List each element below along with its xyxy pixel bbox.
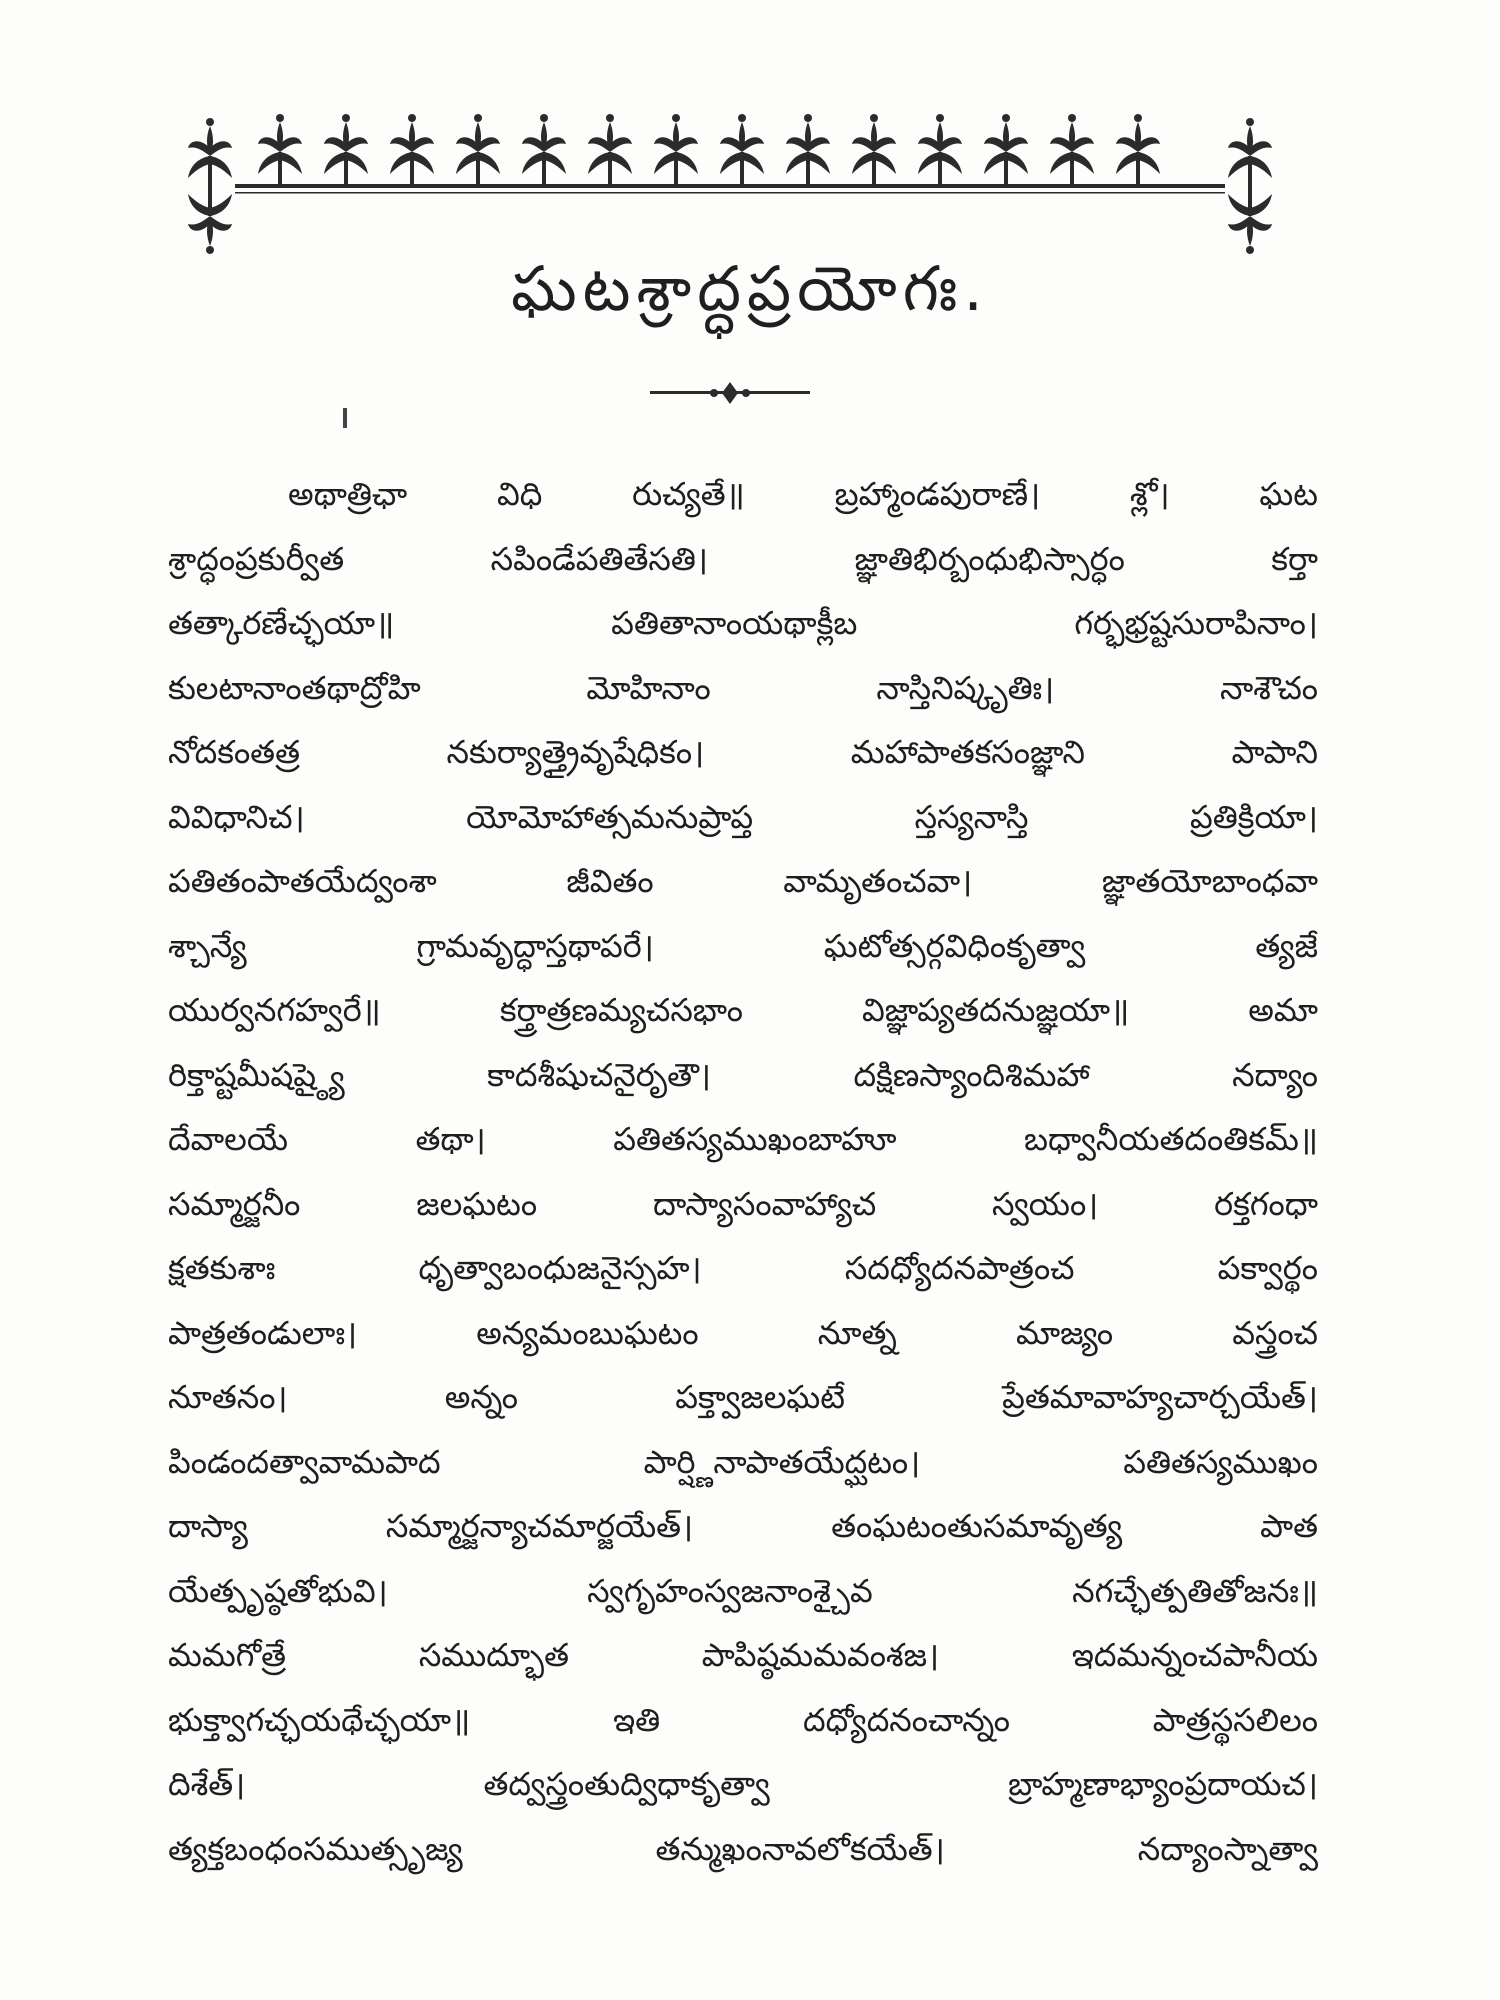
text-line: వివిధానిచ। యోమోహాత్సమనుప్రాప్త స్తస్యనాస్తి ప్రతిక్రియా।	[168, 797, 1318, 836]
text-line: దాస్యా సమ్మార్జన్యాచమార్జయేత్। తంఘటంతుసమావృత్య పాత	[168, 1507, 1318, 1545]
text-line: పాత్రతండులాః। అన్యమంబుఘటం నూత్న మాజ్యం వస్త్రంచ	[168, 1313, 1318, 1352]
text-line: రిక్తాష్టమీషష్ఠ్యై కాదశీషుచనైరృతౌ। దక్షిణస్యాందిశిమహా నద్యాం	[168, 1055, 1318, 1094]
text-line: క్షతకుశాః ధృత్వాబంధుజనైస్సహ। సదధ్యోదనపాత్రంచ పక్వార్థం	[168, 1249, 1318, 1287]
text-line: పిండందత్వావామపాద పార్ష్ణినాపాతయేద్ఘటం। పతితస్యముఖం	[168, 1442, 1318, 1481]
text-line: నోదకంతత్ర నకుర్యాత్త్రైవృషేధికం। మహాపాతకసంజ్ఞాని పాపాని	[168, 733, 1318, 771]
body-text	[168, 462, 1318, 1881]
text-line: త్యక్తబంధంసముత్సృజ్య తన్ముఖంనావలోకయేత్। నద్యాంస్నాత్వా	[168, 1829, 1318, 1868]
title-divider-ornament	[650, 378, 810, 408]
page-title: ఘటశ్రాద్ధప్రయోగః.	[511, 252, 989, 325]
text-line: శ్రాద్ధంప్రకుర్వీత సపిండేపతితేసతి। జ్ఞాతిభిర్బంధుభిస్సార్ధం కర్తా	[168, 539, 1318, 578]
text-line: నూతనం। అన్నం పక్త్వాజలఘటే ప్రేతమావాహ్యచార్చయేత్।	[168, 1378, 1318, 1416]
text-line: యేత్పృష్ఠతోభువి। స్వగృహంస్వజనాంశ్చైవ నగచ్ఛేత్పతితోజనః॥	[168, 1571, 1318, 1610]
text-line: దేవాలయే తథా। పతితస్యముఖంబాహూ బధ్వానీయతదంతికమ్॥	[168, 1120, 1318, 1158]
text-line: దిశేత్। తద్వస్త్రంతుద్విధాకృత్వా బ్రాహ్మణాభ్యాంప్రదాయచ।	[168, 1765, 1318, 1803]
text-line: సమ్మార్జనీం జలఘటం దాస్యాసంవాహ్యాచ స్వయం। రక్తగంధా	[168, 1184, 1318, 1223]
text-line: మమగోత్రే సముద్భూత పాపిష్ఠమమవంశజ। ఇదమన్నంచపానీయ	[168, 1636, 1318, 1674]
text-line: యుర్వనగహ్వరే॥ కర్త్రాత్రణమ్యచసభాం విజ్ఞాప్యతదనుజ్ఞయా॥ అమా	[168, 991, 1318, 1029]
text-line: భుక్త్వాగచ్ఛయథేచ్ఛయా॥ ఇతి దధ్యోదనంచాన్నం పాత్రస్థసలిలం	[168, 1700, 1318, 1739]
text-line: కులటానాంతథాద్రోహి మోహినాం నాస్తినిష్కృతిః। నాశౌచం	[168, 668, 1318, 707]
ink-mark	[343, 408, 347, 428]
floral-ornament-border	[180, 108, 1280, 258]
text-line: పతితంపాతయేద్వంశా జీవితం వామృతంచవా। జ్ఞాతయోబాంధవా	[168, 862, 1318, 900]
text-line: శ్చాన్యే గ్రామవృద్ధాస్తథాపరే। ఘటోత్సర్గవిధింకృత్వా త్యజే	[168, 926, 1318, 965]
text-line: అథాత్రిఛా విధి రుచ్యతే॥ బ్రహ్మాండపురాణే। శ్లో। ఘట	[288, 475, 1318, 513]
text-line: తత్కారణేచ్ఛయా॥ పతితానాంయథాక్లీబ గర్భభ్రష్టసురాపినాం।	[168, 604, 1318, 642]
